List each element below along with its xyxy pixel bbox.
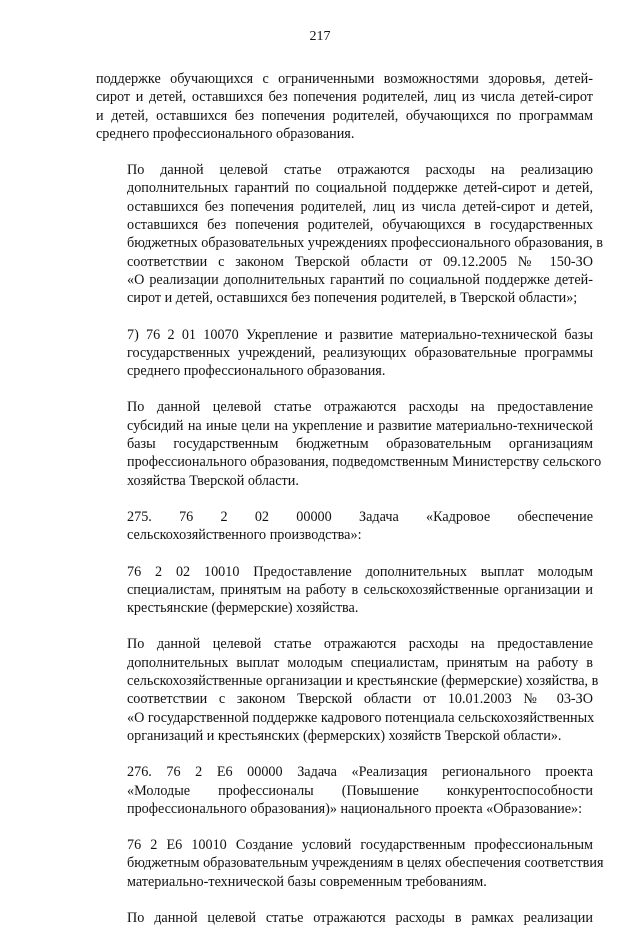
text-line: профессионального образования)» национального проекта «Образование»:: [127, 800, 583, 817]
text-line: По данной целевой статье отражаются расходы на предоставление: [127, 399, 593, 416]
text-line: хозяйства Тверской области.: [127, 472, 299, 489]
text-line: 76 2 02 10010 Предоставление дополнительных выплат молодым: [127, 563, 593, 580]
text-line: поддержке обучающихся с ограниченными возможностями здоровья, детей-: [96, 71, 593, 87]
paragraph: [96, 635, 599, 745]
text-line: среднего профессионального образования.: [127, 363, 386, 380]
paragraph: [96, 508, 593, 545]
text-line: дополнительных выплат молодым специалистам, принятым на работу в: [127, 654, 593, 671]
text-line: По данной целевой статье отражаются расходы на предоставление: [127, 636, 593, 653]
paragraph: [96, 563, 593, 618]
text-line: оставшихся без попечения родителей, лиц из числа детей-сирот и детей,: [127, 198, 593, 215]
text-line: соответствии с законом Тверской области от 10.01.2003 № 03-ЗО: [127, 691, 593, 708]
text-line: профессионального образования, подведомственным Министерству сельского: [127, 454, 602, 471]
text-line: субсидий на иные цели на укрепление и развитие материально-технической: [127, 417, 593, 434]
document-body: [96, 70, 604, 927]
text-line: 275. 76 2 02 00000 Задача «Кадровое обеспечение: [127, 508, 593, 525]
text-line: По данной целевой статье отражаются расходы в рамках реализации: [127, 909, 593, 926]
paragraph: [96, 836, 604, 891]
text-line: базы государственным бюджетным образовательным организациям: [127, 436, 593, 453]
paragraph: [96, 161, 603, 307]
text-line: оставшихся без попечения родителей, обучающихся в государственных: [127, 217, 593, 234]
text-line: организаций и крестьянских (фермерских) хозяйств Тверской области».: [127, 727, 562, 744]
paragraph: [96, 763, 593, 818]
paragraph: [96, 326, 593, 381]
text-line: дополнительных гарантий по социальной поддержке детей-сирот и детей,: [127, 180, 593, 197]
text-line: крестьянские (фермерские) хозяйства.: [127, 600, 359, 617]
text-line: 7) 76 2 01 10070 Укрепление и развитие материально-технической базы: [127, 326, 593, 343]
text-line: сирот и детей, оставшихся без попечения родителей, в Тверской области»;: [127, 290, 578, 307]
text-line: «О государственной поддержке кадрового потенциала сельскохозяйственных: [127, 709, 595, 726]
text-line: сельскохозяйственного производства»:: [127, 527, 362, 544]
text-line: «Молодые профессионалы (Повышение конкурентоспособности: [127, 782, 593, 799]
text-line: бюджетным образовательным учреждениям в целях обеспечения соответствия: [127, 855, 604, 872]
text-line: «О реализации дополнительных гарантий по социальной поддержке детей-: [127, 271, 593, 288]
paragraph: [96, 70, 593, 143]
text-line: государственных учреждений, реализующих образовательные программы: [127, 344, 593, 361]
text-line: соответствии с законом Тверской области от 09.12.2005 № 150-ЗО: [127, 253, 593, 270]
text-line: бюджетных образовательных учреждениях профессионального образования, в: [127, 235, 603, 252]
text-line: 76 2 Е6 10010 Создание условий государственным профессиональным: [127, 837, 593, 854]
text-line: По данной целевой статье отражаются расходы на реализацию: [127, 162, 593, 179]
text-line: специалистам, принятым на работу в сельскохозяйственные организации и: [127, 581, 593, 598]
text-line: и детей, оставшихся без попечения родителей, обучающихся по программам: [96, 107, 593, 124]
text-line: сирот и детей, оставшихся без попечения родителей, лиц из числа детей-сирот: [96, 89, 593, 106]
page-number: 217: [309, 29, 331, 44]
text-line: сельскохозяйственные организации и крестьянские (фермерские) хозяйства, в: [127, 673, 599, 690]
text-line: материально-технической базы современным требованиям.: [127, 873, 487, 890]
paragraph: [96, 398, 602, 489]
text-line: среднего профессионального образования.: [96, 125, 355, 142]
text-line: 276. 76 2 Е6 00000 Задача «Реализация регионального проекта: [127, 764, 593, 781]
paragraph: [96, 909, 593, 927]
